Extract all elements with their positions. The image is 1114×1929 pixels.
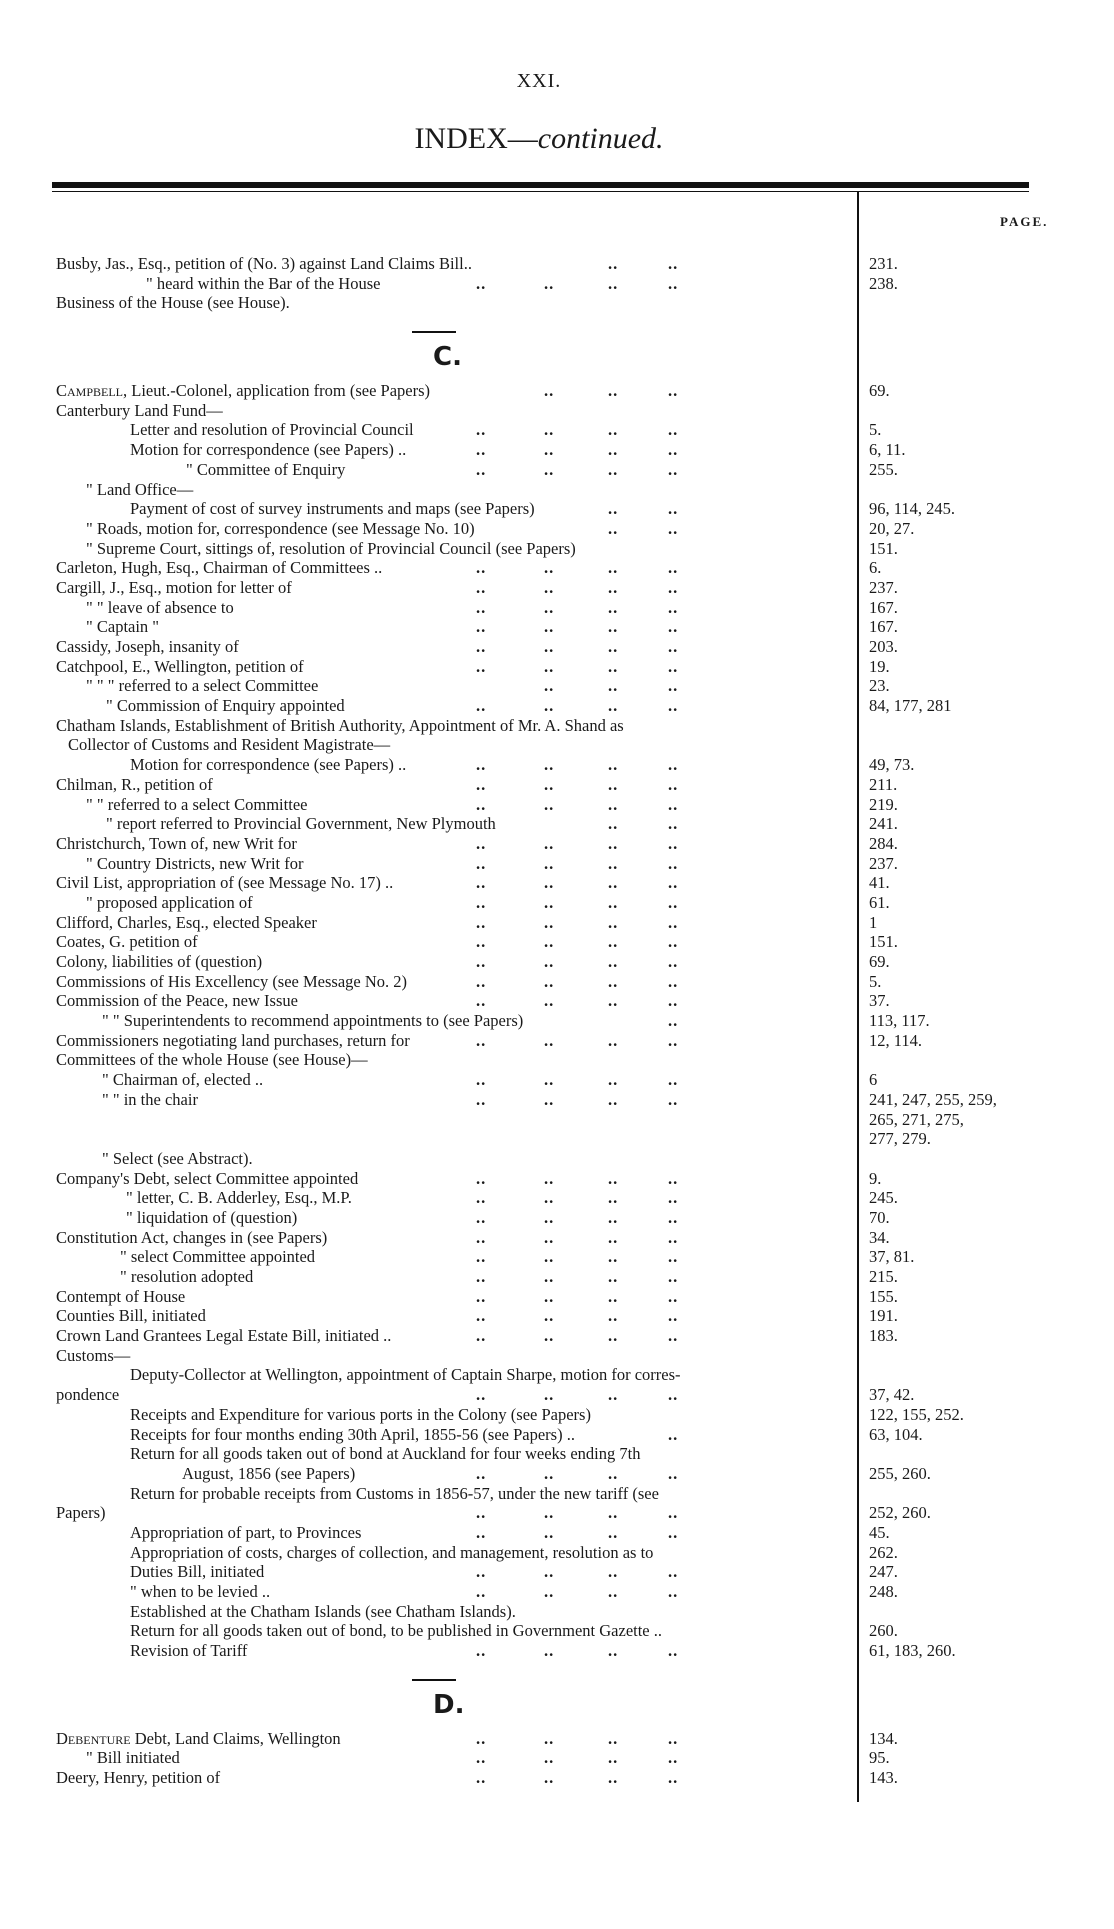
page-reference: 151. <box>869 932 898 952</box>
index-entry: " when to be levied .. .. .. .. .. 248. <box>130 1582 898 1602</box>
page-reference: 252, 260. <box>869 1503 931 1523</box>
entry-body: Payment of cost of survey instruments and maps (see Papers) <box>130 499 535 519</box>
entry-text <box>56 873 393 893</box>
entry-text <box>86 598 234 618</box>
page-reference: 143. <box>869 1768 898 1788</box>
entry-text <box>56 401 223 421</box>
page-reference: 203. <box>869 637 898 656</box>
entry-body: Committees of the whole House (see House)— <box>56 1050 368 1070</box>
page-reference: 241. <box>869 814 898 834</box>
page-column-label: PAGE. <box>1000 214 1049 229</box>
entry-text-continued: pondence <box>56 1385 120 1405</box>
entry-body: " " leave of absence to <box>86 597 234 617</box>
entry-text <box>130 1484 659 1504</box>
page-reference: 183. <box>869 1326 898 1346</box>
index-entry: Payment of cost of survey instruments and maps (see Papers) .. .. 96, 114, 245. <box>130 499 956 519</box>
entry-text <box>56 1306 206 1326</box>
entry-text <box>86 854 304 874</box>
entry-text <box>56 716 624 736</box>
page-reference: 237. <box>869 577 898 597</box>
entry-text <box>56 775 213 795</box>
entry-body: Busby, Jas., Esq., petition of (No. 3) against Land Claims Bill.. <box>56 254 472 273</box>
entry-text <box>102 1011 523 1031</box>
entry-text <box>56 991 298 1011</box>
page-reference: 248. <box>869 1582 898 1602</box>
entry-body: Deery, Henry, petition of <box>56 1768 221 1788</box>
entry-text <box>56 254 472 274</box>
index-entry: " Country Districts, new Writ for .. .. .. .. 237. <box>86 853 898 873</box>
index-entry: " select Committee appointed .. .. .. .. 37, 81. <box>120 1247 915 1267</box>
index-entry <box>56 1602 1036 1622</box>
index-entry <box>56 1050 1036 1070</box>
entry-body: " " " referred to a select Committee <box>86 676 319 696</box>
entry-text <box>106 814 496 834</box>
entry-body: " Bill initiated <box>86 1748 180 1768</box>
page-reference: 265, 271, 275, <box>869 1109 964 1129</box>
page-reference: 84, 177, 281 <box>869 696 952 716</box>
entry-body: " " referred to a select Committee <box>86 794 308 814</box>
page-reference: 37, 81. <box>869 1247 915 1267</box>
entry-body: Collector of Customs and Resident Magistrate— <box>68 735 391 755</box>
index-entry: Cargill, J., Esq., motion for letter of .. .. .. .. 237. <box>56 577 898 597</box>
page-reference: 167. <box>869 617 898 637</box>
page-reference: 237. <box>869 853 898 873</box>
entry-body: " Roads, motion for, correspondence (see Message No. 10) <box>86 518 475 538</box>
index-entry: " letter, C. B. Adderley, Esq., M.P. .. .. .. .. 245. <box>126 1188 898 1208</box>
entry-text <box>56 1768 220 1788</box>
entry-body: Return for all goods taken out of bond, to be published in Government Gazette .. <box>130 1621 663 1641</box>
page-reference: 191. <box>869 1306 898 1326</box>
index-entry: Coates, G. petition of .. .. .. .. 151. <box>56 932 898 952</box>
index-entry: Return for probable receipts from Customs in 1856-57, under the new tariff (see Papers) .. .. .. .. 252, 260. <box>56 1483 931 1523</box>
page-reference: 231. <box>869 254 898 273</box>
index-entry: " liquidation of (question) .. .. .. .. 70. <box>126 1207 890 1227</box>
page-reference: 113, 117. <box>869 1011 930 1031</box>
index-entry: Duties Bill, initiated .. .. .. .. 247. <box>130 1562 898 1582</box>
entry-body: Chilman, R., petition of <box>56 774 213 794</box>
page-reference: 245. <box>869 1188 898 1208</box>
index-entry: Deputy-Collector at Wellington, appointment of Captain Sharpe, motion for corres- pondence .. .. .. .. 37, 42. <box>56 1365 915 1405</box>
entry-body: " liquidation of (question) <box>126 1207 298 1227</box>
entry-text <box>56 657 304 677</box>
entry-text <box>56 932 198 952</box>
entry-text <box>130 1543 653 1563</box>
entry-body: Chatham Islands, Establishment of British Authority, Appointment of Mr. A. Shand as <box>56 715 624 735</box>
index-entry <box>56 1405 1036 1425</box>
entry-body: Commissioners negotiating land purchases, return for <box>56 1030 410 1050</box>
entry-body: " Supreme Court, sittings of, resolution of Provincial Council (see Papers) <box>86 538 576 558</box>
page-reference: 69. <box>869 381 890 401</box>
entry-text <box>56 913 317 933</box>
entry-body: Carleton, Hugh, Esq., Chairman of Committees .. <box>56 558 383 578</box>
index-entry: " " in the chair .. .. .. .. 241, 247, 255, 259, <box>102 1089 997 1109</box>
index-entry: " resolution adopted .. .. .. .. 215. <box>120 1267 898 1286</box>
index-entry <box>56 1621 1036 1641</box>
entry-body: Letter and resolution of Provincial Council <box>130 420 414 440</box>
section-letter <box>56 333 1036 381</box>
page-reference: 45. <box>869 1522 890 1542</box>
index-entry: Christchurch, Town of, new Writ for .. .. .. .. 284. <box>56 833 898 853</box>
entry-body: Cargill, J., Esq., motion for letter of <box>56 577 292 597</box>
index-entry <box>56 716 1036 736</box>
page-reference: 6. <box>869 558 882 578</box>
entry-text <box>56 381 430 401</box>
entry-text <box>56 1031 410 1051</box>
page-reference: 41. <box>869 873 890 893</box>
page-reference: 255, 260. <box>869 1463 931 1483</box>
index-entry <box>56 293 1036 313</box>
entry-text <box>130 1523 361 1543</box>
entry-text <box>56 1228 327 1248</box>
page-reference: 260. <box>869 1621 898 1641</box>
entry-body: " select Committee appointed <box>120 1247 316 1267</box>
section-letter-text: D. <box>433 1689 465 1720</box>
entry-text <box>86 480 193 500</box>
entry-body: Motion for correspondence (see Papers) .. <box>130 440 407 460</box>
entry-text <box>68 735 390 755</box>
index-entry: Colony, liabilities of (question) .. .. .. .. 69. <box>56 952 890 971</box>
entry-body: " Captain " <box>86 617 160 637</box>
entry-body: " letter, C. B. Adderley, Esq., M.P. <box>126 1188 352 1208</box>
index-entry: Contempt of House .. .. .. .. 155. <box>56 1286 898 1306</box>
index-entry: Crown Land Grantees Legal Estate Bill, initiated .. .. .. .. .. 183. <box>56 1326 898 1346</box>
title-continued: continued. <box>537 122 664 155</box>
index-entry: Receipts for four months ending 30th April, 1855-56 (see Papers) .. .. 63, 104. <box>130 1424 923 1444</box>
page-reference: 34. <box>869 1227 890 1247</box>
page-title <box>0 122 1078 156</box>
index-entry: " " leave of absence to .. .. .. .. 167. <box>86 597 898 617</box>
entry-text <box>86 617 159 637</box>
entry-body: " report referred to Provincial Government, New Plymouth <box>106 814 496 834</box>
entry-body: Contempt of House <box>56 1286 186 1306</box>
entry-text <box>146 274 380 294</box>
entry-body: Constitution Act, changes in (see Papers) <box>56 1227 328 1247</box>
index-entry: " Bill initiated .. .. .. .. 95. <box>86 1748 890 1768</box>
entry-text <box>130 1405 591 1425</box>
page-reference: 37, 42. <box>869 1385 915 1405</box>
entry-text-continued: August, 1856 (see Papers) <box>182 1463 356 1483</box>
entry-body: " Country Districts, new Writ for <box>86 853 304 873</box>
entry-text <box>130 440 406 460</box>
entry-text <box>56 1169 358 1189</box>
entry-lead: Debenture <box>56 1728 131 1748</box>
index-entry: Appropriation of part, to Provinces .. .. .. .. 45. <box>130 1522 890 1542</box>
entry-text <box>56 1326 391 1346</box>
index-entry: " Committee of Enquiry .. .. .. .. 255. <box>186 459 898 479</box>
entry-text <box>130 1444 640 1464</box>
section-letter-text: C. <box>433 342 462 373</box>
entry-text <box>86 1748 180 1768</box>
entry-text <box>106 696 345 716</box>
entry-body: Customs— <box>56 1345 131 1365</box>
page-reference: 151. <box>869 538 898 558</box>
entry-text <box>86 795 307 815</box>
index-entry: Cassidy, Joseph, insanity of .. .. .. .. 203. <box>56 637 898 656</box>
page-reference: 9. <box>869 1168 882 1188</box>
page-reference: 255. <box>869 459 898 479</box>
index-entry <box>56 539 1036 559</box>
entry-body: Colony, liabilities of (question) <box>56 952 263 971</box>
entry-body: Commission of the Peace, new Issue <box>56 991 298 1011</box>
entry-text <box>130 755 406 775</box>
index-entry <box>56 480 1036 500</box>
index-entry: Commissioners negotiating land purchases, return for .. .. .. .. 12, 114. <box>56 1030 923 1050</box>
index-entry <box>56 1346 1036 1366</box>
index-entry: " " referred to a select Committee .. .. .. .. 219. <box>86 794 898 814</box>
entry-text <box>186 460 345 480</box>
index-entry: Constitution Act, changes in (see Papers) .. .. .. .. 34. <box>56 1227 890 1247</box>
page-reference: 23. <box>869 676 890 696</box>
page-reference: 37. <box>869 991 890 1011</box>
header-rule-thin <box>52 191 1029 192</box>
entry-body: Civil List, appropriation of (see Message No. 17) .. <box>56 873 394 893</box>
page-reference: 12, 114. <box>869 1030 923 1050</box>
entry-text <box>56 1729 341 1749</box>
entry-body: Coates, G. petition of <box>56 932 198 952</box>
page-reference: 211. <box>869 774 898 794</box>
entry-text <box>86 676 318 696</box>
entry-body: " resolution adopted <box>120 1267 254 1286</box>
index-entry <box>56 735 1036 755</box>
page-reference: 247. <box>869 1562 898 1582</box>
entry-text <box>56 834 297 854</box>
page-reference: 70. <box>869 1207 890 1227</box>
index-entry <box>56 1129 1036 1149</box>
index-entry: Debenture Debt, Land Claims, Wellington .. .. .. .. 134. <box>56 1728 898 1748</box>
entry-text <box>130 1425 575 1445</box>
page-reference: 219. <box>869 794 898 814</box>
page-reference: 284. <box>869 833 898 853</box>
entry-body: " " Superintendents to recommend appointments to (see Papers) <box>102 1011 524 1031</box>
entry-text <box>126 1188 352 1208</box>
page-reference: 167. <box>869 597 898 617</box>
page-reference: 61. <box>869 892 890 912</box>
entry-text <box>130 420 414 440</box>
entry-body: Appropriation of part, to Provinces <box>130 1522 362 1542</box>
index-entry: " Roads, motion for, correspondence (see Message No. 10) .. .. 20, 27. <box>86 518 915 538</box>
index-entry: Campbell, Lieut.-Colonel, application from (see Papers) .. .. .. 69. <box>56 381 890 401</box>
index-entry: " Chairman of, elected .. .. .. .. .. 6 <box>102 1070 878 1090</box>
entry-body: Receipts and Expenditure for various ports in the Colony (see Papers) <box>130 1404 591 1424</box>
index-entry: Clifford, Charles, Esq., elected Speaker .. .. .. .. 1 <box>56 912 878 932</box>
entry-text <box>102 1070 263 1090</box>
index-entry <box>56 1543 1036 1563</box>
entry-text <box>86 893 253 913</box>
entry-text <box>56 637 239 657</box>
index-entry: Commissions of His Excellency (see Message No. 2) .. .. .. .. 5. <box>56 971 882 991</box>
page-reference: 6 <box>869 1070 878 1090</box>
entry-body: Commissions of His Excellency (see Message No. 2) <box>56 971 408 991</box>
entry-body: " when to be levied .. <box>130 1582 271 1602</box>
index-entry: Return for all goods taken out of bond at Auckland for four weeks ending 7th August, 1856 (see Papers) .. .. .. .. 255, 260. <box>130 1444 931 1483</box>
index-entry: Catchpool, E., Wellington, petition of .. .. .. .. 19. <box>56 656 890 676</box>
page-reference: 49, 73. <box>869 755 915 775</box>
entry-text <box>56 293 290 313</box>
entry-body: Return for probable receipts from Customs in 1856-57, under the new tariff (see <box>130 1483 659 1503</box>
entry-body: Crown Land Grantees Legal Estate Bill, initiated .. <box>56 1326 392 1346</box>
entry-body: " Committee of Enquiry <box>186 459 346 479</box>
entry-text <box>120 1267 253 1287</box>
entry-body: " Commission of Enquiry appointed <box>106 696 345 716</box>
entry-text-continued: Papers) <box>56 1503 106 1523</box>
entry-body: " Land Office— <box>86 479 194 499</box>
section-letter <box>56 1681 1036 1729</box>
index-entry: Counties Bill, initiated .. .. .. .. 191. <box>56 1306 898 1326</box>
page-reference: 5. <box>869 420 882 440</box>
index-entry: Letter and resolution of Provincial Council .. .. .. .. 5. <box>130 420 882 440</box>
page-folio: XXI. <box>516 70 562 92</box>
page-reference: 69. <box>869 952 890 971</box>
page-reference: 19. <box>869 656 890 676</box>
entry-body: " proposed application of <box>86 892 253 912</box>
entry-body: Duties Bill, initiated <box>130 1562 265 1582</box>
index-entries <box>56 254 1036 1788</box>
index-entry: " " " referred to a select Committee .. .. .. 23. <box>86 676 890 696</box>
index-entry: Deery, Henry, petition of .. .. .. .. 143. <box>56 1768 898 1788</box>
index-entry: " report referred to Provincial Government, New Plymouth .. .. 241. <box>106 814 898 834</box>
entry-body: Counties Bill, initiated <box>56 1306 206 1326</box>
entry-text <box>130 1562 264 1582</box>
entry-text <box>86 539 576 559</box>
entry-lead: Campbell, <box>56 381 128 401</box>
page-reference: 238. <box>869 273 898 293</box>
index-entry: Revision of Tariff .. .. .. .. 61, 183, 260. <box>130 1641 956 1661</box>
entry-body: Return for all goods taken out of bond at Auckland for four weeks ending 7th <box>130 1444 641 1464</box>
entry-body: " Chairman of, elected .. <box>102 1070 264 1090</box>
index-entry <box>56 401 1036 421</box>
entry-body: Debt, Land Claims, Wellington <box>130 1728 341 1748</box>
entry-text <box>130 1641 247 1661</box>
entry-text <box>130 1365 681 1385</box>
page-reference: 6, 11. <box>869 440 906 460</box>
entry-text <box>56 578 292 598</box>
page-reference: 20, 27. <box>869 518 915 538</box>
index-entry: Commission of the Peace, new Issue .. .. .. .. 37. <box>56 991 890 1011</box>
entry-text <box>130 1602 516 1622</box>
index-entry <box>56 1149 1036 1169</box>
entry-body: " Select (see Abstract). <box>102 1148 253 1168</box>
entry-body: Appropriation of costs, charges of collection, and management, resolution as to <box>130 1542 654 1562</box>
page-reference: 95. <box>869 1748 890 1768</box>
entry-text <box>102 1149 253 1169</box>
index-entry: " " Superintendents to recommend appointments to (see Papers) .. 113, 117. <box>102 1011 930 1031</box>
page-reference: 96, 114, 245. <box>869 499 956 519</box>
entry-body: Cassidy, Joseph, insanity of <box>56 637 239 656</box>
entry-text <box>130 1621 662 1641</box>
entry-body: Deputy-Collector at Wellington, appointment of Captain Sharpe, motion for corres- <box>130 1365 681 1385</box>
entry-text <box>102 1090 198 1110</box>
page-reference: 63, 104. <box>869 1424 923 1444</box>
page-reference: 262. <box>869 1542 898 1562</box>
entry-body: Revision of Tariff <box>130 1641 248 1661</box>
entry-text <box>56 972 407 992</box>
index-entry: " proposed application of .. .. .. .. 61. <box>86 892 890 912</box>
index-entry: Chilman, R., petition of .. .. .. .. 211. <box>56 774 898 794</box>
entry-body: Canterbury Land Fund— <box>56 400 223 420</box>
entry-body: Lieut.-Colonel, application from (see Papers) <box>127 381 431 401</box>
index-entry: " Captain " .. .. .. .. 167. <box>86 617 898 637</box>
index-entry: Civil List, appropriation of (see Message No. 17) .. .. .. .. .. 41. <box>56 873 890 893</box>
entry-text <box>130 499 535 519</box>
entry-body: Receipts for four months ending 30th April, 1855-56 (see Papers) .. <box>130 1424 575 1444</box>
entry-body: " " in the chair <box>102 1089 198 1109</box>
entry-body: " heard within the Bar of the House <box>146 273 381 293</box>
entry-text <box>56 558 382 578</box>
entry-body: Established at the Chatham Islands (see Chatham Islands). <box>130 1601 516 1621</box>
page-reference: 134. <box>869 1728 898 1748</box>
header-rule-thick <box>52 182 1029 188</box>
entry-text <box>56 1346 130 1366</box>
entry-text <box>126 1208 297 1228</box>
page-reference: 277, 279. <box>869 1129 931 1149</box>
index-entry: " Commission of Enquiry appointed .. .. .. .. 84, 177, 281 <box>106 696 952 716</box>
entry-text <box>56 1287 185 1307</box>
index-entry: Company's Debt, select Committee appointed .. .. .. .. 9. <box>56 1168 882 1188</box>
page-reference: 215. <box>869 1267 898 1286</box>
page-reference: 5. <box>869 971 882 991</box>
index-entry: " heard within the Bar of the House .. .. .. .. 238. <box>146 273 898 293</box>
page-reference: 1 <box>869 912 878 932</box>
page-reference: 122, 155, 252. <box>869 1404 964 1424</box>
entry-body: Business of the House (see House). <box>56 293 290 313</box>
page-reference: 61, 183, 260. <box>869 1641 956 1661</box>
entry-text <box>86 519 475 539</box>
page-reference: 155. <box>869 1286 898 1306</box>
entry-text <box>120 1247 315 1267</box>
index-entry: Motion for correspondence (see Papers) .. .. .. .. .. 49, 73. <box>130 755 915 775</box>
entry-text <box>130 1582 270 1602</box>
entry-body: Catchpool, E., Wellington, petition of <box>56 656 304 676</box>
entry-body: Christchurch, Town of, new Writ for <box>56 833 297 853</box>
entry-body: Motion for correspondence (see Papers) .. <box>130 755 407 775</box>
title-main: INDEX— <box>414 122 538 155</box>
entry-body: Company's Debt, select Committee appointed <box>56 1168 359 1188</box>
entry-text <box>56 1050 368 1070</box>
index-entry: Busby, Jas., Esq., petition of (No. 3) against Land Claims Bill.. .. .. 231. <box>56 254 898 273</box>
index-entry <box>56 1110 1036 1130</box>
page-reference: 241, 247, 255, 259, <box>869 1089 997 1109</box>
entry-body: Clifford, Charles, Esq., elected Speaker <box>56 912 317 932</box>
index-entry: Motion for correspondence (see Papers) .. .. .. .. .. 6, 11. <box>130 440 906 460</box>
index-entry: Carleton, Hugh, Esq., Chairman of Committees .. .. .. .. .. 6. <box>56 558 882 578</box>
entry-text <box>56 952 262 972</box>
